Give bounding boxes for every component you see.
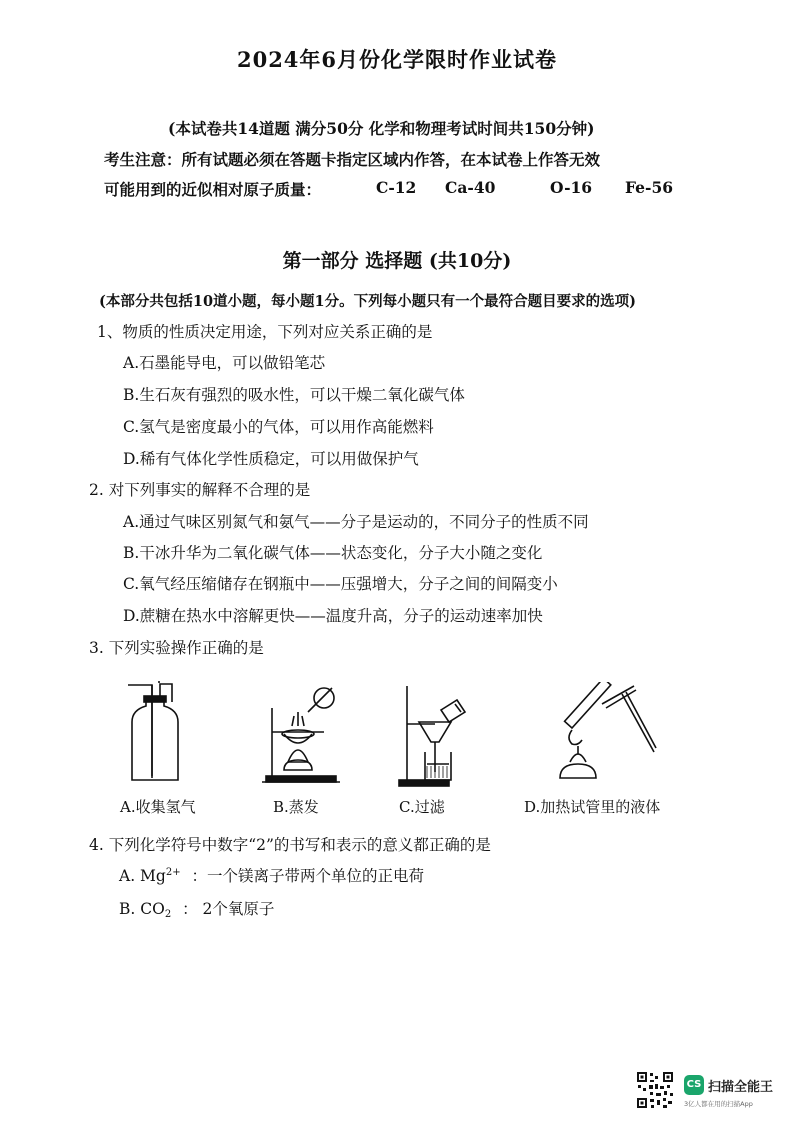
option-b-text: ： 2个氧原子 — [182, 900, 275, 918]
section-title: 第一部分 选择题 (共10分) — [282, 250, 512, 272]
question-1-option-d: D.稀有气体化学性质稳定，可以用做保护气 — [123, 450, 419, 468]
question-2-option-d: D.蔗糖在热水中溶解更快——温度升高，分子的运动速率加快 — [123, 607, 543, 625]
option-a-prefix: A. Mg — [119, 867, 166, 885]
atomic-mass-c: C-12 — [376, 178, 417, 197]
question-2-option-a: A.通过气味区别氮气和氨气——分子是运动的，不同分子的性质不同 — [123, 513, 589, 531]
question-1-option-c: C.氢气是密度最小的气体，可以用作高能燃料 — [123, 418, 434, 436]
question-1-option-a: A.石墨能导电，可以做铅笔芯 — [123, 354, 326, 372]
scanner-app-name: 扫描全能王 — [708, 1080, 774, 1095]
question-4-option-a — [119, 864, 424, 886]
question-3-options — [0, 796, 794, 820]
question-2-stem: 2. 对下列事实的解释不合理的是 — [89, 481, 311, 499]
option-a-text: ：一个镁离子带两个单位的正电荷 — [191, 867, 425, 885]
option-a-superscript: 2+ — [165, 867, 181, 878]
exam-notice: 考生注意：所有试题必须在答题卡指定区域内作答，在本试卷上作答无效 — [104, 150, 601, 169]
question-3-option-a: A.收集氢气 — [120, 798, 196, 816]
question-3-option-d: D.加热试管里的液体 — [524, 798, 661, 816]
atomic-mass-line — [104, 178, 674, 200]
question-2-option-b: B.干冰升华为二氧化碳气体——状态变化，分子大小随之变化 — [123, 544, 543, 562]
option-b-prefix: B. CO — [119, 900, 165, 918]
atomic-mass-ca: Ca-40 — [445, 178, 496, 197]
atomic-mass-label: 可能用到的近似相对原子质量： — [104, 180, 322, 199]
question-3-stem: 3. 下列实验操作正确的是 — [89, 639, 264, 657]
evaporation-figure — [258, 678, 344, 790]
question-3-option-c: C.过滤 — [399, 798, 445, 816]
question-2-option-c: C.氧气经压缩储存在钢瓶中——压强增大，分子之间的间隔变小 — [123, 575, 558, 593]
question-4-option-b — [119, 897, 274, 919]
section-instruction: (本部分共包括10道小题，每小题1分。下列每小题只有一个最符合题目要求的选项) — [99, 293, 636, 310]
question-3-option-b: B.蒸发 — [273, 798, 319, 816]
question-1-stem: 1、物质的性质决定用途，下列对应关系正确的是 — [97, 323, 433, 341]
heating-test-tube-figure — [542, 682, 662, 788]
filtration-figure — [395, 682, 473, 790]
question-4-stem: 4. 下列化学符号中数字“2”的书写和表示的意义都正确的是 — [89, 836, 491, 854]
gas-collection-bottle-figure — [118, 676, 188, 788]
question-1-option-b: B.生石灰有强烈的吸水性，可以干燥二氧化碳气体 — [123, 386, 465, 404]
qr-code-icon — [636, 1071, 674, 1109]
exam-info: (本试卷共14道题 满分50分 化学和物理考试时间共150分钟) — [168, 119, 595, 138]
option-b-subscript: 2 — [164, 909, 172, 920]
exam-title: 2024年6月份化学限时作业试卷 — [236, 47, 558, 72]
atomic-mass-o: O-16 — [550, 178, 593, 197]
scanner-app-logo-icon: CS — [684, 1075, 704, 1095]
scanner-app-tagline: 3亿人都在用的扫描App — [684, 1100, 753, 1108]
atomic-mass-fe: Fe-56 — [625, 178, 674, 197]
